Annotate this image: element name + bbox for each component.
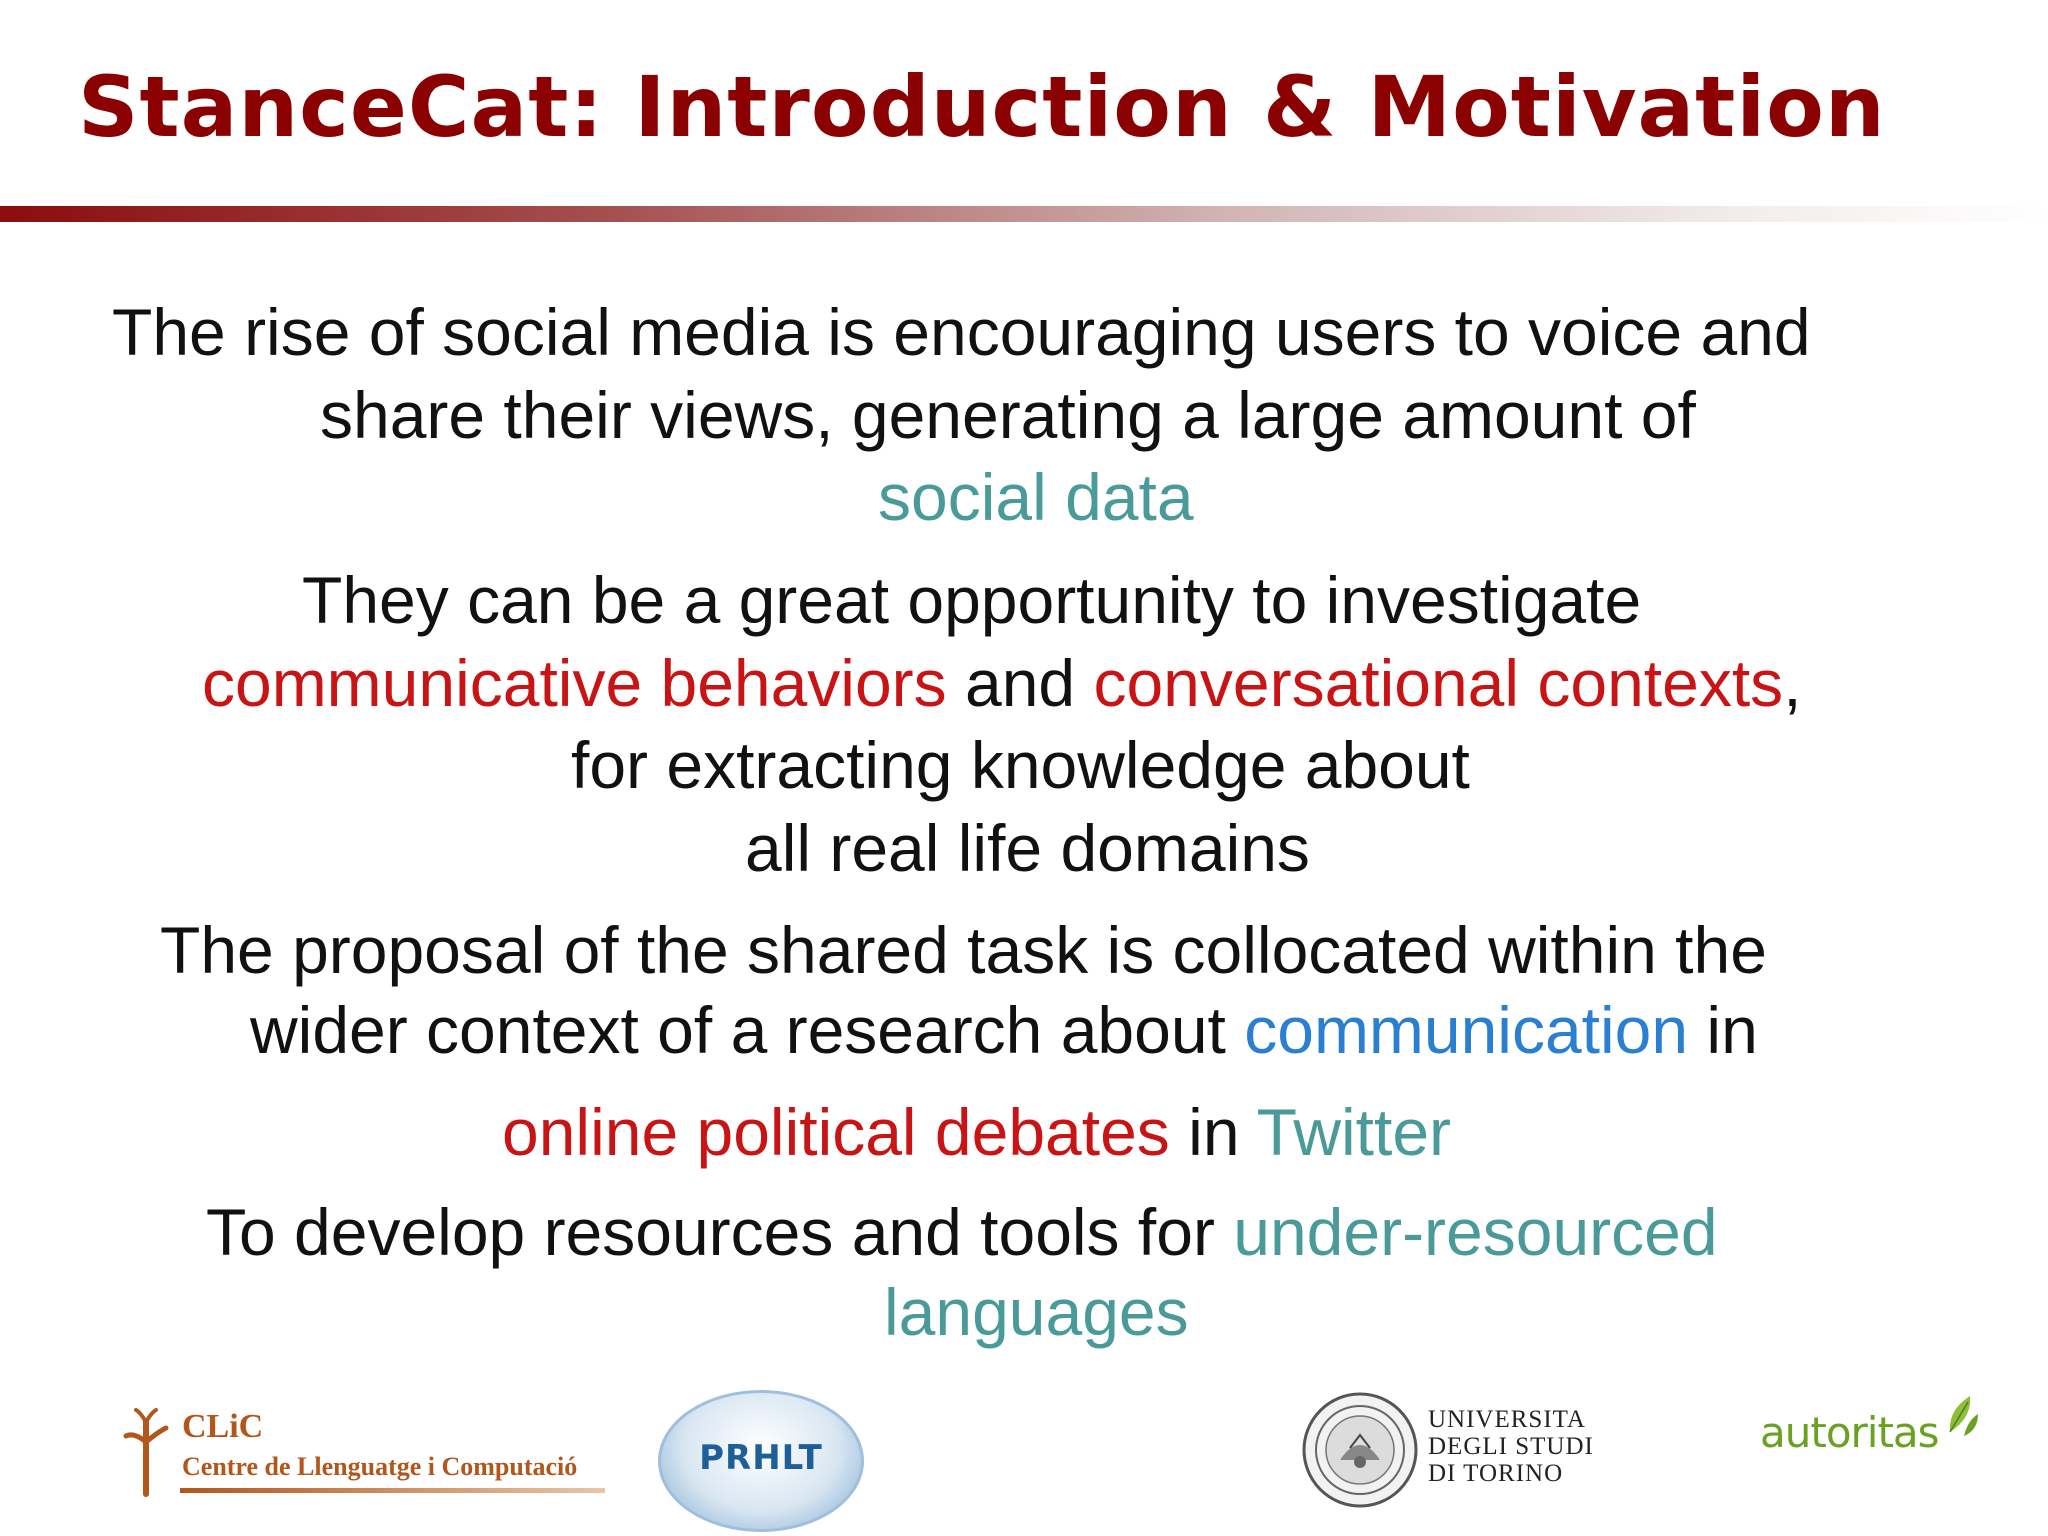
p2-line3: for extracting knowledge about bbox=[571, 728, 1470, 802]
p3-in: in bbox=[1688, 993, 1758, 1067]
p3-online-political-debates: online political debates bbox=[502, 1095, 1170, 1169]
p1-line2: share their views, generating a large amount of bbox=[320, 378, 1696, 452]
p2-line4: all real life domains bbox=[745, 811, 1310, 885]
slide-title: StanceCat: Introduction & Motivation bbox=[78, 58, 1886, 156]
clic-figure-icon bbox=[116, 1402, 176, 1502]
p1-social-data: social data bbox=[878, 460, 1194, 534]
p1-line1: The rise of social media is encouraging users to voice and bbox=[112, 295, 1811, 369]
p3-wider-context: wider context of a research about bbox=[250, 993, 1245, 1067]
clic-logo bbox=[112, 1402, 612, 1502]
p3-line2 bbox=[250, 990, 1758, 1070]
clic-subtitle: Centre de Llenguatge i Computació bbox=[182, 1452, 578, 1481]
prhlt-name: PRHLT bbox=[699, 1438, 823, 1478]
p2-communicative-behaviors: communicative behaviors bbox=[202, 646, 947, 720]
p4-under-resourced: under-resourced bbox=[1233, 1195, 1718, 1269]
p3-in-2: in bbox=[1169, 1095, 1257, 1169]
autoritas-name: autoritas bbox=[1760, 1408, 1939, 1457]
autoritas-logo bbox=[1760, 1390, 1980, 1470]
clic-name: CLiC bbox=[182, 1408, 264, 1445]
p4-to-develop: To develop resources and tools for bbox=[206, 1195, 1234, 1269]
p3-twitter: Twitter bbox=[1256, 1095, 1452, 1169]
p2-line1: They can be a great opportunity to investigate bbox=[302, 563, 1642, 637]
clic-underline bbox=[180, 1488, 605, 1493]
p2-comma: , bbox=[1783, 646, 1802, 720]
p2-and: and bbox=[946, 646, 1094, 720]
unito-name bbox=[1428, 1406, 1594, 1487]
p3-communication: communication bbox=[1244, 993, 1689, 1067]
unito-line3: DI TORINO bbox=[1428, 1460, 1564, 1487]
unito-line2: DEGLI STUDI bbox=[1428, 1433, 1594, 1460]
p3-line1: The proposal of the shared task is collocated within the bbox=[160, 913, 1767, 987]
unito-logo bbox=[1300, 1390, 1630, 1510]
p4-line1 bbox=[206, 1192, 1718, 1272]
p2-line2 bbox=[202, 643, 1802, 723]
unito-seal-icon bbox=[1300, 1390, 1420, 1510]
unito-line1: UNIVERSITA bbox=[1428, 1406, 1586, 1433]
prhlt-logo bbox=[658, 1390, 864, 1532]
p3-line3 bbox=[502, 1092, 1451, 1172]
p4-languages: languages bbox=[884, 1275, 1189, 1349]
p2-conversational-contexts: conversational contexts bbox=[1093, 646, 1784, 720]
leaf-icon bbox=[1942, 1390, 1982, 1440]
